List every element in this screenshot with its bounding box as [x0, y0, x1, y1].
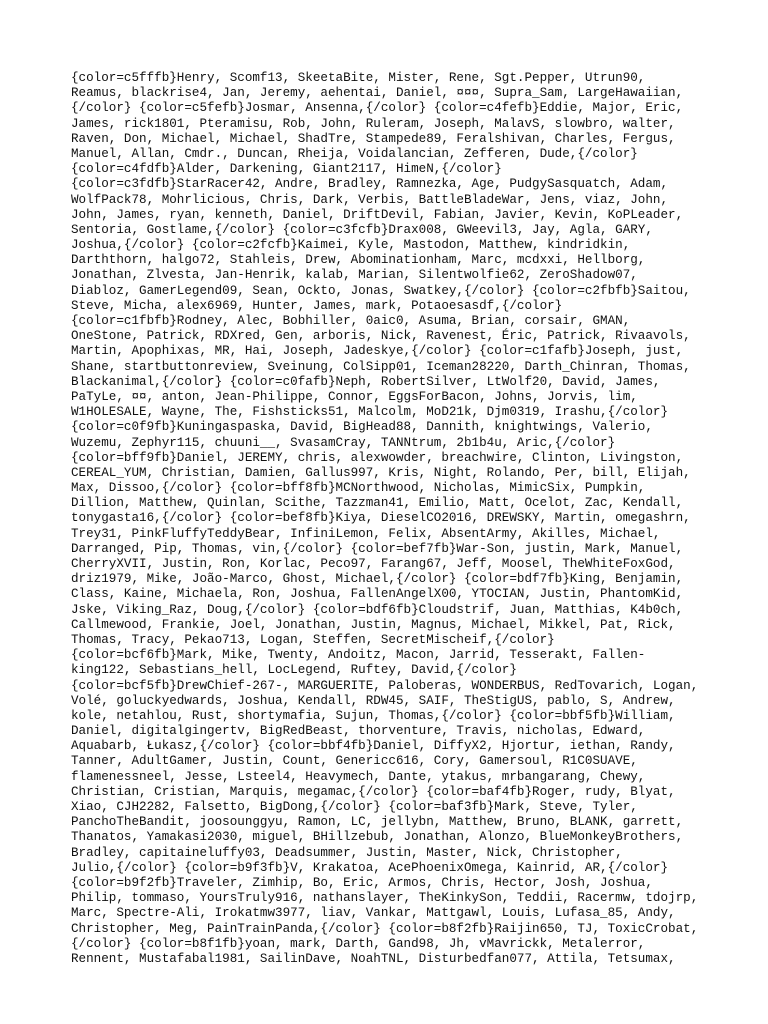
text-line: Marc, Spectre-Ali, Irokatmw3977, liav, Vankar, Mattgawl, Louis, Lufasa_85, Andy, [71, 906, 676, 921]
text-line: Aquabarb, Łukasz,{/color} {color=bbf4fb}Daniel, DiffyX2, Hjortur, iethan, Randy, [71, 739, 676, 754]
text-line: {/color} {color=b8f1fb}yoan, mark, Darth, Gand98, Jh, vMavrickk, Metalerror, [71, 936, 646, 951]
text-line: CherryXVII, Justin, Ron, Korlac, Peco97, Farang67, Jeff, Moosel, TheWhiteFoxGod, [71, 557, 676, 571]
text-line: {color=c1fbfb}Rodney, Alec, Bobhiller, 0aic0, Asuma, Brian, corsair, GMAN, [71, 314, 631, 328]
text-line: James, rick1801, Pteramisu, Rob, John, Ruleram, Joseph, MalavS, slowbro, walter, [71, 116, 676, 131]
text-line: Manuel, Allan, Cmdr., Duncan, Rheija, Voidalancian, Zefferen, Dude,{/color} [71, 146, 638, 161]
text-line: {/color} {color=c5fefb}Josmar, Ansenna,{/color} {color=c4fefb}Eddie, Major, Eric, [71, 101, 684, 116]
text-line: Philip, tommaso, YoursTruly916, nathanslayer, TheKinkySon, Teddii, Racermw, tdojrp, [71, 891, 699, 906]
text-line: Shane, startbuttonreview, Sveinung, ColSipp01, Iceman28220, Darth_Chinran, Thomas, [71, 359, 691, 374]
text-line: Raven, Don, Michael, Michael, ShadTre, Stampede89, Feralshivan, Charles, Fergus, [71, 131, 676, 146]
text-line: Joshua,{/color} {color=c2fcfb}Kaimei, Kyle, Mastodon, Matthew, kindridkin, [71, 238, 631, 253]
text-line: {color=c5fffb}Henry, Scomf13, SkeetaBite, Mister, Rene, Sgt.Pepper, Utrun90, [71, 71, 646, 85]
text-line: John, James, ryan, kenneth, Daniel, DriftDevil, Fabian, Javier, Kevin, KoPLeader, [71, 207, 684, 222]
text-line: {color=bcf5fb}DrewChief-267-, MARGUERITE, Paloberas, WONDERBUS, RedTovarich, Logan, [71, 678, 699, 693]
text-line: {color=b9f2fb}Traveler, Zimhip, Bo, Eric, Armos, Chris, Hector, Josh, Joshua, [71, 875, 653, 890]
text-line: Darranged, Pip, Thomas, vin,{/color} {color=bef7fb}War-Son, justin, Mark, Manuel, [71, 541, 684, 556]
text-line: Daniel, digitalgingertv, BigRedBeast, thorventure, Travis, nicholas, Edward, [71, 724, 646, 739]
text-line: W1HOLESALE, Wayne, The, Fishsticks51, Malcolm, MoD21k, Djm0319, Irashu,{/color} [71, 405, 669, 420]
text-line: Darththorn, halgo72, Stahleis, Drew, Abominationham, Marc, mcdxxi, Hellborg, [71, 253, 646, 268]
text-line: Bradley, capitaineluffy03, Deadsummer, Justin, Master, Nick, Christopher, [71, 845, 623, 860]
text-line: CEREAL_YUM, Christian, Damien, Gallus997, Kris, Night, Rolando, Per, bill, Elijah, [71, 465, 691, 480]
text-line: WolfPack78, Mohrlicious, Chris, Dark, Verbis, BattleBladeWar, Jens, viaz, John, [71, 192, 669, 207]
text-line: {color=c4fdfb}Alder, Darkening, Giant2117, HimeN,{/color} [71, 162, 502, 177]
text-line: Jonathan, Zlvesta, Jan-Henrik, kalab, Marian, Silentwolfie62, ZeroShadow07, [71, 268, 638, 283]
text-line: driz1979, Mike, João-Marco, Ghost, Michael,{/color} {color=bdf7fb}King, Benjamin, [71, 572, 684, 587]
text-line: Blackanimal,{/color} {color=c0fafb}Neph, RobertSilver, LtWolf20, David, James, [71, 374, 661, 389]
text-line: Dillion, Matthew, Quinlan, Scithe, Tazzman41, Emilio, Matt, Ocelot, Zac, Kendall, [71, 496, 684, 511]
text-line: PaTyLe, ¤¤, anton, Jean-Philippe, Connor, EggsForBacon, Johns, Jorvis, lim, [71, 389, 638, 404]
text-line: Xiao, CJH2282, Falsetto, BigDong,{/color} {color=baf3fb}Mark, Steve, Tyler, [71, 800, 638, 814]
text-line: king122, Sebastians_hell, LocLegend, Ruftey, David,{/color} [71, 663, 517, 678]
text-line: PanchoTheBandit, joosounggyu, Ramon, LC, jellybn, Matthew, Bruno, BLANK, garrett, [71, 815, 684, 830]
text-line: flamenessneel, Jesse, Lsteel4, Heavymech, Dante, ytakus, mrbangarang, Chewy, [71, 769, 646, 784]
text-line: Class, Kaine, Michaela, Ron, Joshua, FallenAngelX00, YTOCIAN, Justin, PhantomKid, [71, 587, 684, 602]
text-line: Thanatos, Yamakasi2030, miguel, BHillzebub, Jonathan, Alonzo, BlueMonkeyBrothers, [71, 830, 684, 845]
text-line: Christopher, Meg, PainTrainPanda,{/color} {color=b8f2fb}Raijin650, TJ, ToxicCrobat, [71, 921, 699, 936]
text-line: OneStone, Patrick, RDXred, Gen, arboris, Nick, Ravenest, Éric, Patrick, Rivaavols, [71, 329, 691, 344]
text-line: Trey31, PinkFluffyTeddyBear, InfiniLemon, Felix, AbsentArmy, Akilles, Michael, [71, 526, 661, 541]
text-line: Jske, Viking_Raz, Doug,{/color} {color=bdf6fb}Cloudstrif, Juan, Matthias, K4b0ch, [71, 602, 684, 617]
text-line: Callmewood, Frankie, Joel, Jonathan, Justin, Magnus, Michael, Mikkel, Pat, Rick, [71, 617, 676, 632]
text-line: Julio,{/color} {color=b9f3fb}V, Krakatoa, AcePhoenixOmega, Kainrid, AR,{/color} [71, 860, 669, 875]
text-line: Steve, Micha, alex6969, Hunter, James, mark, Potaoesasdf,{/color} [71, 298, 563, 313]
text-line: Sentoria, Gostlame,{/color} {color=c3fcfb}Drax008, GWeevil3, Jay, Agla, GARY, [71, 222, 653, 237]
text-line: Volé, goluckyedwards, Joshua, Kendall, RDW45, SAIF, TheStigUS, pablo, S, Andrew, [71, 693, 676, 708]
text-line: Diabloz, GamerLegend09, Sean, Ockto, Jonas, Swatkey,{/color} {color=c2fbfb}Saitou, [71, 283, 691, 298]
text-line: Thomas, Tracy, Pekao713, Logan, Steffen, SecretMischeif,{/color} [71, 632, 555, 647]
text-line: {color=c3fdfb}StarRacer42, Andre, Bradley, Ramnezka, Age, PudgySasquatch, Adam, [71, 177, 669, 192]
text-line: Max, Dissoo,{/color} {color=bff8fb}MCNorthwood, Nicholas, MimicSix, Pumpkin, [71, 481, 646, 496]
text-line: Christian, Cristian, Marquis, megamac,{/color} {color=baf4fb}Roger, rudy, Blyat, [71, 784, 676, 799]
text-line: Rennent, Mustafabal1981, SailinDave, NoahTNL, Disturbedfan077, Attila, Tetsumax, [71, 951, 676, 966]
credits-text-block [71, 71, 711, 967]
text-line: tonygasta16,{/color} {color=bef8fb}Kiya, DieselCO2016, DREWSKY, Martin, omegashrn, [71, 511, 691, 526]
text-line: Reamus, blackrise4, Jan, Jeremy, aehentai, Daniel, ¤¤¤, Supra_Sam, LargeHawaiian, [71, 86, 684, 101]
text-line: {color=bcf6fb}Mark, Mike, Twenty, Andoitz, Macon, Jarrid, Tesserakt, Fallen- [71, 648, 646, 663]
text-line: Wuzemu, Zephyr115, chuuni__, SvasamCray, TANNtrum, 2b1b4u, Aric,{/color} [71, 435, 616, 450]
text-line: {color=bff9fb}Daniel, JEREMY, chris, alexwowder, breachwire, Clinton, Livingston, [71, 450, 684, 465]
text-line: Martin, Apophixas, MR, Hai, Joseph, Jadeskye,{/color} {color=c1fafb}Joseph, just, [71, 344, 684, 359]
text-line: Tanner, AdultGamer, Justin, Count, Genericc616, Cory, Gamersoul, R1C0SUAVE, [71, 754, 638, 769]
text-line: {color=c0f9fb}Kuningaspaska, David, BigHead88, Dannith, knightwings, Valerio, [71, 420, 653, 435]
text-line: kole, netahlou, Rust, shortymafia, Sujun, Thomas,{/color} {color=bbf5fb}William, [71, 708, 676, 723]
